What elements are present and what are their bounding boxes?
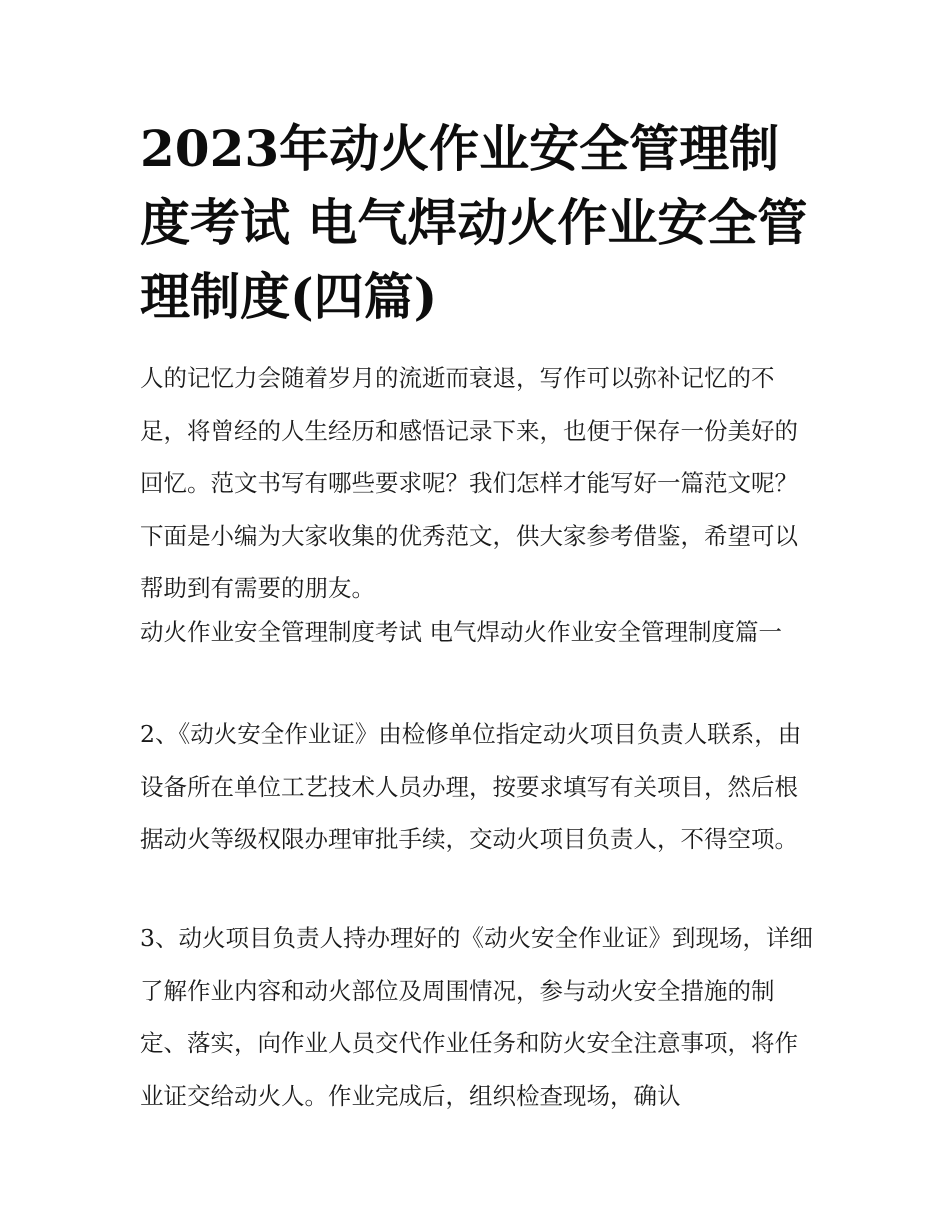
paragraph-item-3: 3、动火项目负责人持办理好的《动火安全作业证》到现场，详细了解作业内容和动火部位及周围情况，参与动火安全措施的制定、落实，向作业人员交代作业任务和防火安全注意事项，将作业证交给动火人。作业完成后，组织检查现场，确认 xyxy=(140,924,813,1110)
paragraph-item-2: 2、《动火安全作业证》由检修单位指定动火项目负责人联系，由设备所在单位工艺技术人员办理，按要求填写有关项目，然后根据动火等级权限办理审批手续，交动火项目负责人，不得空项。 xyxy=(140,720,802,853)
document-title: 2023年动火作业安全管理制度考试 电气焊动火作业安全管理制度(四篇) xyxy=(140,119,808,326)
intro-paragraph: 人的记忆力会随着岁月的流逝而衰退，写作可以弥补记忆的不足，将曾经的人生经历和感悟记录下来，也便于保存一份美好的回忆。范文书写有哪些要求呢？我们怎样才能写好一篇范文呢？下面是小编为大家收集的优秀范文，供大家参考借鉴，希望可以帮助到有需要的朋友。 xyxy=(140,364,798,602)
section-heading: 动火作业安全管理制度考试 电气焊动火作业安全管理制度篇一 xyxy=(140,618,782,646)
